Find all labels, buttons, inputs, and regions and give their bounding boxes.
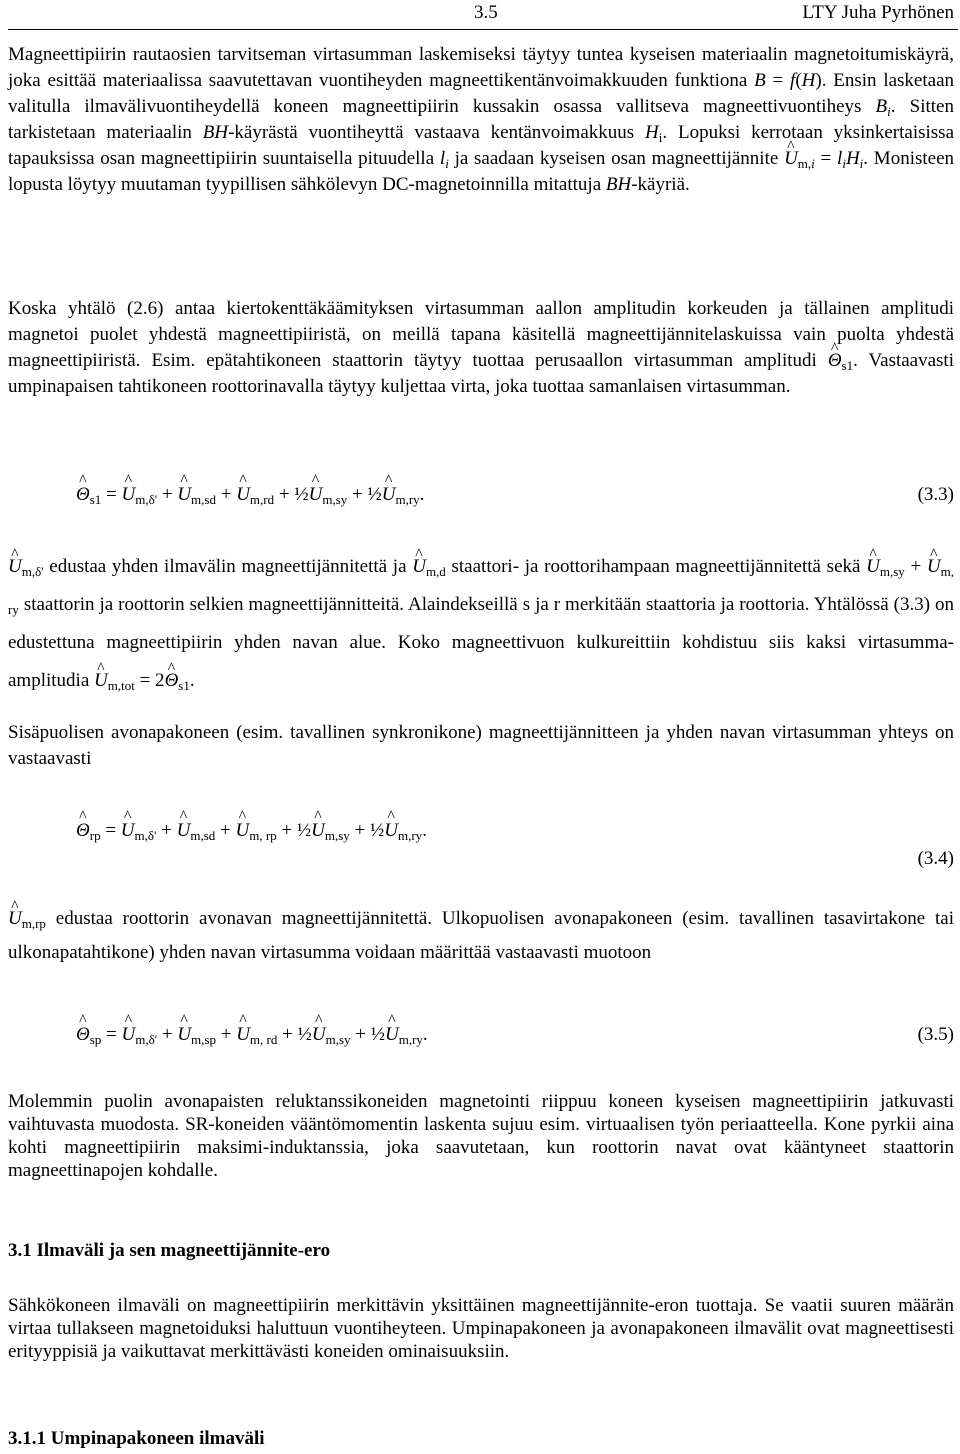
text: . Monisteen lopusta löytyy muutaman tyypillisen sähkölevyn DC-magnetoinnilla mitattuja	[8, 148, 955, 195]
symbol: ^ U	[384, 820, 398, 842]
symbol: ^ U	[8, 548, 22, 586]
operator: .	[189, 670, 195, 691]
equation-3-5	[76, 1024, 954, 1058]
subscript: m,d	[425, 564, 446, 579]
text: Magneettipiirin rautaosien tarvitseman virtasumman laskemiseksi täytyy tuntea kyseisen materiaalin magnetoitumiskäyrä, joka esittää materiaalissa saavutettavan vuontiheyden magneettikentänvoimakkuuden funktiona	[8, 44, 954, 91]
operator: +	[156, 820, 177, 841]
subscript: m,	[797, 156, 812, 171]
symbol: ^ U	[121, 820, 135, 842]
operator: = 2	[134, 670, 165, 691]
header-rule	[8, 29, 958, 30]
section-heading-3-1: 3.1 Ilmaväli ja sen magneettijännite-ero	[8, 1240, 331, 1261]
symbol: H	[845, 148, 860, 169]
operator: +	[157, 484, 178, 505]
equation-body	[76, 820, 427, 842]
operator: .	[422, 1024, 428, 1045]
symbol: ^ U	[8, 902, 22, 936]
subscript: i	[811, 156, 815, 171]
text: (	[795, 70, 802, 91]
equation-3-3	[76, 484, 954, 518]
equation-3-4	[76, 820, 954, 869]
operator: =	[101, 1024, 122, 1045]
symbol: ^ U	[927, 548, 941, 586]
symbol: ^ U	[309, 484, 323, 506]
subscript: m,δ'	[135, 1032, 158, 1047]
symbol: ^ Θ	[76, 1024, 90, 1046]
symbol: ^ U	[177, 484, 191, 506]
paragraph-current-linkage	[8, 296, 954, 400]
symbol: ^ U	[177, 820, 191, 842]
page-number: 3.5	[474, 2, 498, 23]
symbol: l	[439, 148, 446, 169]
symbol: ^ U	[784, 146, 798, 172]
symbol: H	[801, 70, 816, 91]
subscript: sp	[89, 1032, 102, 1047]
symbol: ^ U	[412, 548, 426, 586]
operator: + ½	[349, 820, 385, 841]
text: . Sitten tarkistetaan materiaalin	[8, 96, 954, 143]
operator: +	[215, 820, 236, 841]
text: staattorin ja roottorin selkien magneettijännitteitä. Alaindekseillä s ja r merkitään staattoria ja roottoria. Yhtälössä (3.3) on edustettuna magneettipiirin yhden navan alue. Koko magneettivuon kulkureittiin kohdistuu siis kaksi virtasumma-amplitudia	[8, 594, 954, 691]
operator: +	[904, 556, 927, 577]
symbol: ^ U	[94, 662, 108, 700]
operator: .	[419, 484, 425, 505]
subscript: m,sy	[325, 1032, 351, 1047]
symbol: ^ U	[177, 1024, 191, 1046]
symbol: ^ U	[866, 548, 880, 586]
operator: +	[215, 484, 237, 505]
subscript: m,sd	[191, 492, 216, 507]
subscript: m,δ'	[21, 564, 44, 579]
equation-number: (3.4)	[917, 848, 954, 869]
text: Sähkökoneen ilmaväli on magneettipiirin merkittävin yksittäinen magneettijännite-eron tuottaja. Se vaatii suuren määrän virtaa tullakseen magnetoiduksi haluttuun vuontiheyteen. Umpinapakoneen ja avonapakoneen ilmavälit ovat magneettisesti erityyppisiä ja vaikuttavat merkittävästi koneiden ominaisuuksiin.	[8, 1295, 954, 1362]
operator: +	[157, 1024, 178, 1045]
subscript: m,rd	[249, 492, 275, 507]
symbol: BH	[202, 122, 229, 143]
equation-number: (3.5)	[917, 1024, 954, 1045]
operator: +	[215, 1024, 237, 1045]
operator: + ½	[277, 1024, 312, 1045]
symbol: ^ U	[122, 484, 136, 506]
text: -käyrästä vuontiheyttä vastaava kentänvoimakkuus	[228, 122, 646, 143]
subscript: m,sy	[879, 564, 905, 579]
subscript: s1	[178, 678, 190, 693]
subscript: s1	[89, 492, 102, 507]
symbol: ^ U	[385, 1024, 399, 1046]
subscript: i	[658, 130, 663, 145]
subscript: m, rd	[249, 1032, 278, 1047]
text: staattori- ja roottorihampaan magneettijännitettä sekä	[445, 556, 867, 577]
subscript: m, ry	[8, 564, 954, 617]
operator: =	[100, 820, 121, 841]
subscript: s1	[841, 358, 854, 373]
symbol: BH	[605, 174, 632, 195]
author-name: LTY Juha Pyrhönen	[802, 2, 954, 23]
text: ja saadaan kyseisen osan magneettijännite	[448, 148, 785, 169]
equation-number: (3.3)	[917, 484, 954, 505]
symbol: B	[754, 70, 766, 91]
equation-body	[76, 1024, 428, 1046]
subscript: m,δ'	[134, 828, 157, 843]
subscript: m,rp	[21, 916, 46, 931]
paragraph-salient-pole-intro	[8, 720, 954, 772]
operator: + ½	[276, 820, 312, 841]
operator: + ½	[350, 1024, 385, 1045]
subscript: m,ry	[395, 492, 420, 507]
operator: =	[101, 484, 122, 505]
subscript: m,ry	[398, 1032, 423, 1047]
text: . Lopuksi kerrotaan yksinkertaisissa tapauksissa osan magneettipiirin suuntaisella pituudella	[8, 122, 955, 169]
subscript: i	[842, 156, 846, 171]
operator: .	[422, 820, 427, 841]
text: Molemmin puolin avonapaisten reluktanssikoneiden magnetointi riippuu koneen kyseisen magneettipiirin jatkuvasti vaihtuvasta muodosta. SR-koneiden vääntömomentin laskenta sujuu esim. virtuaalisen työn periaatteella. Kone pyrkii aina kohti magneettipiirin maksimi-induktanssia, joka saavutetaan, kun roottorin navat ovat kääntyneet staattorin magneettinapojen kohdalle.	[8, 1091, 954, 1181]
subscript: i	[887, 104, 891, 119]
symbol: ^ U	[382, 484, 396, 506]
text: Sisäpuolisen avonapakoneen (esim. tavallinen synkronikone) magneettijännitteen ja yhden navan virtasumman yhteys on vastaavasti	[8, 722, 954, 769]
text: . Vastaavasti umpinapaisen tahtikoneen roottorinavalla täytyy kuljettaa virta, joka tuottaa samanlaisen virtasumman.	[8, 350, 954, 397]
subscript: i	[445, 156, 449, 171]
symbol: ^ U	[312, 1024, 326, 1046]
paragraph-magnetization-curve	[8, 42, 954, 198]
running-header	[8, 2, 958, 28]
symbol: ^ Θ	[76, 820, 90, 842]
paragraph-rotor-pole	[8, 902, 954, 970]
symbol: ^ U	[236, 484, 250, 506]
subscript: m,sd	[190, 828, 216, 843]
subscript: m,sy	[322, 492, 348, 507]
symbol: ^ U	[122, 1024, 136, 1046]
operator: + ½	[347, 484, 382, 505]
equation-body	[76, 484, 424, 506]
symbol: ^ Θ	[165, 662, 179, 700]
text: =	[814, 148, 838, 169]
subscript: m,ry	[397, 828, 423, 843]
text: Koska yhtälö (2.6) antaa kiertokenttäkäämityksen virtasumman aallon amplitudin korkeuden ja tällainen amplitudi magnetoi puolet yhdestä magneettipiiristä, on meillä tapana käsitellä magneettijännitelaskuissa vain puolta yhdestä magneettipiiristä. Esim. epätahtikoneen staattorin täytyy tuottaa perusaallon virtasumman amplitudi	[8, 298, 954, 371]
subscript: m,δ'	[135, 492, 158, 507]
subscript: m,sp	[191, 1032, 216, 1047]
symbol: f	[790, 70, 796, 91]
symbol: l	[837, 148, 843, 169]
text: -käyriä.	[631, 174, 690, 195]
text: edustaa yhden ilmavälin magneettijännitettä ja	[43, 556, 413, 577]
symbol: ^ Θ	[828, 348, 842, 374]
symbol: ^ U	[311, 820, 325, 842]
subscript: i	[859, 156, 864, 171]
paragraph-air-gap	[8, 1294, 954, 1363]
text: =	[765, 70, 791, 91]
paragraph-reluctance-machines	[8, 1090, 954, 1182]
text: ). Ensin lasketaan valitulla ilmavälivuontiheydellä koneen magneettipiirin kussakin osassa vallitseva magneettivuontiheys	[8, 70, 955, 117]
symbol: B	[875, 96, 888, 117]
subscript: m,tot	[107, 678, 135, 693]
subscript: m, rp	[249, 828, 277, 843]
symbol: H	[645, 122, 659, 143]
paragraph-mmf-definitions	[8, 548, 954, 700]
operator: + ½	[274, 484, 309, 505]
subscript: m,sy	[324, 828, 350, 843]
text: edustaa roottorin avonavan magneettijännitettä. Ulkopuolisen avonapakoneen (esim. tavallinen tasavirtakone tai ulkonapatahtikone) yhden navan virtasumma voidaan määrittää vastaavasti muotoon	[8, 908, 954, 963]
section-heading-3-1-1: 3.1.1 Umpinapakoneen ilmaväli	[8, 1428, 265, 1449]
symbol: ^ Θ	[76, 484, 90, 506]
symbol: ^ U	[235, 820, 249, 842]
subscript: rp	[89, 828, 101, 843]
symbol: ^ U	[236, 1024, 250, 1046]
